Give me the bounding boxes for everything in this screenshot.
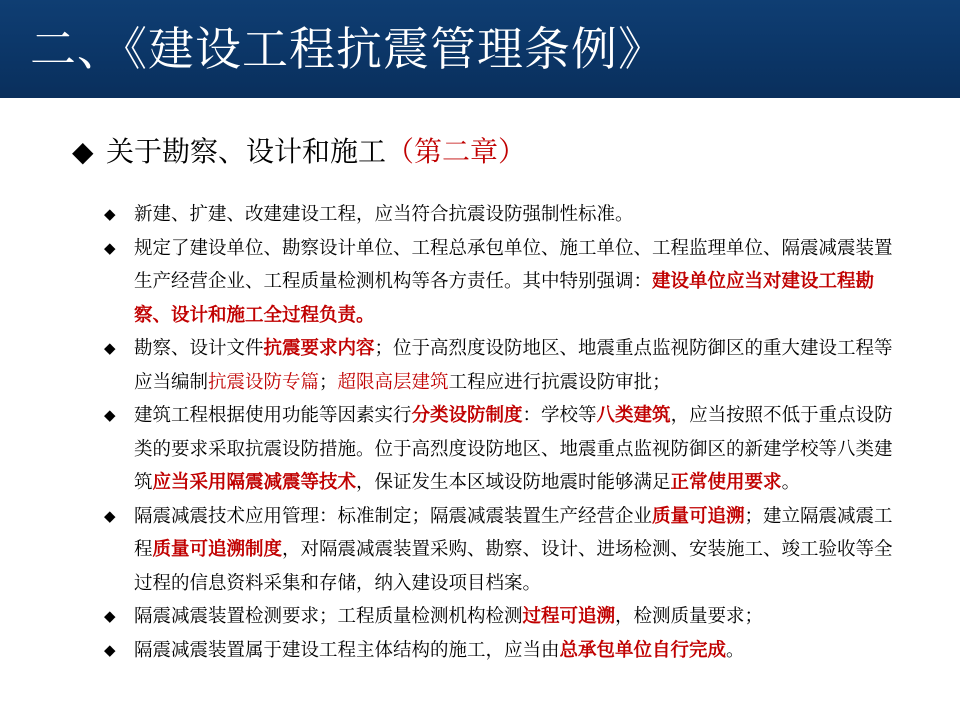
list-item <box>104 198 894 232</box>
emphasis-text: 总承包单位自行完成 <box>559 639 727 661</box>
list-item <box>104 634 894 668</box>
emphasis-text: 抗震要求内容 <box>263 338 375 359</box>
slide-title: 二、《建设工程抗震管理条例》 <box>30 22 665 76</box>
emphasis-text: 应当采用隔震减震等技术 <box>152 472 357 493</box>
body-text: 。 <box>726 639 745 661</box>
diamond-bullet-icon: ◆ <box>104 640 116 659</box>
list-item <box>104 232 894 333</box>
body-text: 隔震减震装置属于建设工程主体结构的施工，应当由 <box>134 639 560 661</box>
body-text: ；位于高烈度设防地区、地震重点监视防御区的重大建设工程等应当编制 <box>134 338 893 393</box>
body-text: 隔震减震技术应用管理：标准制定；隔震减震装置生产经营企业 <box>134 505 653 527</box>
diamond-bullet-icon: ◆ <box>104 506 116 525</box>
body-text: ，检测质量要求； <box>615 606 764 627</box>
chapter-label: （第二章） <box>386 135 527 168</box>
emphasis-text: 质量可追溯制度 <box>152 539 283 560</box>
emphasis-text: 正常使用要求 <box>670 472 782 493</box>
diamond-bullet-icon: ◆ <box>104 205 116 223</box>
emphasis-text: 建设单位应当对建设工程勘察、设计和施工全过程负责。 <box>134 271 875 326</box>
diamond-bullet-icon: ◆ <box>104 406 116 424</box>
diamond-bullet-icon: ◆ <box>72 135 94 168</box>
body-text: 。 <box>781 472 801 493</box>
emphasis-text: 八类建筑 <box>596 405 671 426</box>
body-text: 隔震减震装置检测要求；工程质量检测机构检测 <box>134 606 523 627</box>
highlight-text: 抗震设防专篇 <box>208 371 320 393</box>
section-heading-text: 关于勘察、设计和施工 <box>106 135 387 168</box>
body-text: ；建立隔震减震工程 <box>134 505 893 560</box>
body-text: ，保证发生本区域设防地震时能够满足 <box>356 472 671 493</box>
emphasis-text: 分类设防制度 <box>411 405 523 426</box>
bullet-list <box>104 198 894 667</box>
list-item <box>104 399 894 500</box>
diamond-bullet-icon: ◆ <box>104 339 116 357</box>
title-bar <box>0 0 960 98</box>
highlight-text: 超限高层建筑 <box>337 371 449 393</box>
body-text: 工程应进行抗震设防审批； <box>448 371 671 393</box>
body-text: ：学校等 <box>522 405 597 426</box>
diamond-bullet-icon: ◆ <box>104 238 116 257</box>
body-text: ，对隔震减震装置采购、勘察、设计、进场检测、安装施工、竣工验收等全过程的信息资料采集和存储，纳入建设项目档案。 <box>134 539 893 594</box>
body-text: 建筑工程根据使用功能等因素实行 <box>134 405 412 426</box>
list-item <box>104 600 894 634</box>
diamond-bullet-icon: ◆ <box>104 607 116 625</box>
body-text: 勘察、设计文件 <box>134 338 264 359</box>
emphasis-text: 过程可追溯 <box>522 606 616 627</box>
section-heading <box>72 130 526 174</box>
emphasis-text: 质量可追溯 <box>652 505 745 527</box>
body-text: 规定了建设单位、勘察设计单位、工程总承包单位、施工单位、工程监理单位、隔震减震装置生产经营企业、工程质量检测机构等各方责任。其中特别强调： <box>134 237 893 292</box>
list-item <box>104 332 894 399</box>
body-text: 新建、扩建、改建建设工程，应当符合抗震设防强制性标准。 <box>134 204 634 225</box>
body-text: ； <box>319 371 338 393</box>
body-text: ，应当按照不低于重点设防类的要求采取抗震设防措施。位于高烈度设防地区、地震重点监视防御区的新建学校等八类建筑 <box>134 405 893 493</box>
list-item <box>104 500 894 601</box>
